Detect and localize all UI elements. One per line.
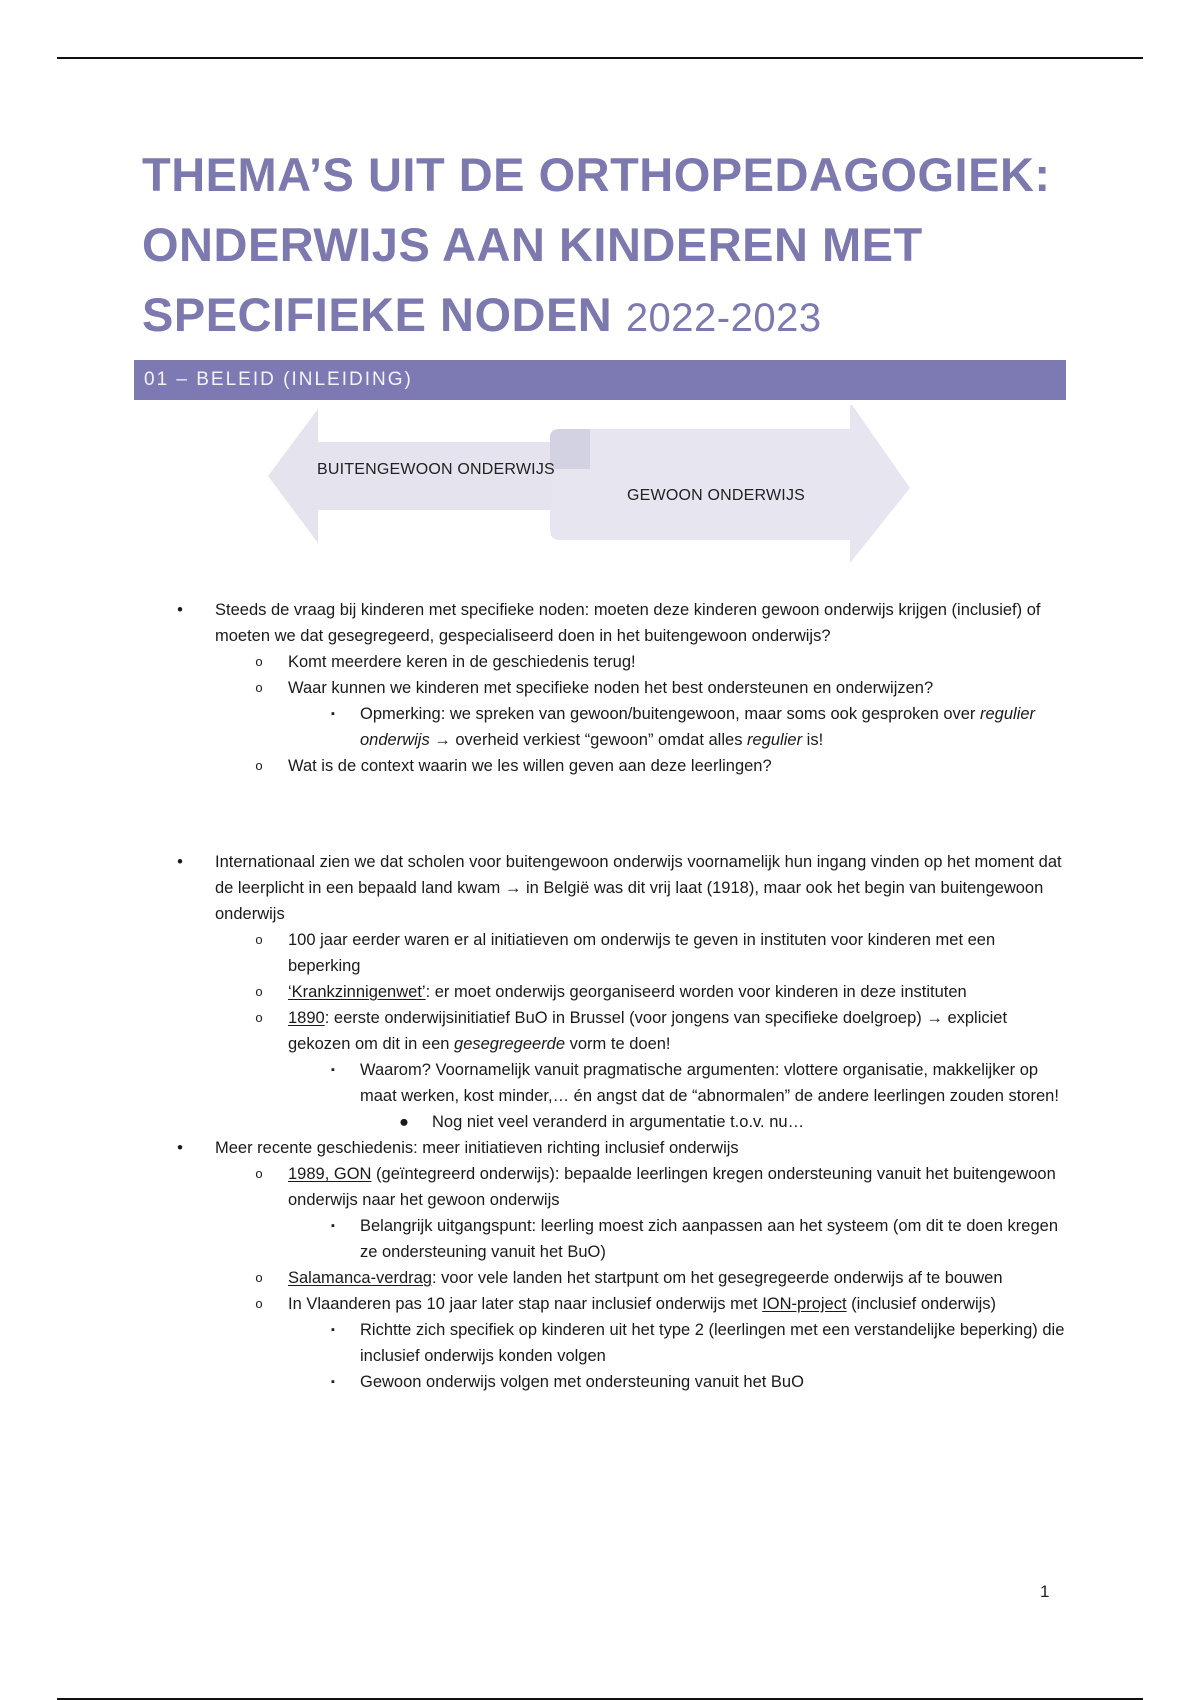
double-arrow-diagram — [260, 405, 940, 575]
list-item — [170, 1265, 1070, 1291]
arrow-right-icon: → — [926, 1009, 943, 1027]
list-item — [170, 849, 1070, 927]
title-line-1: THEMA’S UIT DE ORTHOPEDAGOGIEK: — [142, 148, 1051, 201]
list-item — [170, 649, 1070, 675]
list-item — [170, 597, 1070, 649]
list-item — [170, 1213, 1070, 1265]
item-text: In Vlaanderen pas 10 jaar later stap naar inclusief onderwijs met ION-project (inclusief onderwijs) — [288, 1295, 997, 1313]
item-text: Komt meerdere keren in de geschiedenis terug! — [288, 653, 636, 671]
arrow-right-icon: → — [504, 879, 522, 897]
item-text: Waar kunnen we kinderen met specifieke noden het best ondersteunen en onderwijzen? — [288, 679, 934, 697]
right-arrow-shape — [550, 405, 910, 563]
title-year: 2022-2023 — [625, 296, 822, 340]
spacer — [170, 779, 1070, 849]
item-text: Waarom? Voornamelijk vanuit pragmatische argumenten: vlottere organisatie, makkelijker op maat werken, kost minder,… én angst dat de “abnormalen” de andere leerlingen zouden storen! — [360, 1061, 1059, 1105]
circle-bullet-icon: o — [255, 1166, 263, 1181]
circle-bullet-icon: o — [255, 1296, 263, 1311]
label-gewoon-onderwijs: GEWOON ONDERWIJS — [627, 487, 806, 504]
item-text: 1989, GON (geïntegreerd onderwijs): bepaalde leerlingen kregen ondersteuning vanuit het buitengewoon onderwijs naar het gewoon onderwijs — [288, 1165, 1056, 1209]
arrow-fold-shape — [550, 429, 590, 469]
circle-bullet-icon: o — [255, 932, 263, 947]
list-item — [170, 1369, 1070, 1395]
item-text: Richtte zich specifiek op kinderen uit het type 2 (leerlingen met een verstandelijke beperking) die inclusief onderwijs konden volgen — [360, 1321, 1065, 1365]
list-item — [170, 1057, 1070, 1109]
circle-bullet-icon: o — [255, 1010, 263, 1025]
bullet-icon: • — [177, 1139, 183, 1157]
item-text: Belangrijk uitgangspunt: leerling moest zich aanpassen aan het systeem (om dit te doen kregen ze ondersteuning vanuit het BuO) — [360, 1217, 1058, 1261]
item-text: Wat is de context waarin we les willen geven aan deze leerlingen? — [288, 757, 772, 775]
body-content — [170, 597, 1070, 1395]
arrow-shapes — [260, 405, 940, 575]
dot-bullet-icon: ● — [399, 1113, 409, 1131]
circle-bullet-icon: o — [255, 758, 263, 773]
bullet-icon: • — [177, 601, 183, 619]
circle-bullet-icon: o — [255, 984, 263, 999]
list-item — [170, 1005, 1070, 1057]
page-number: 1 — [1040, 1582, 1050, 1601]
item-text: 1890: eerste onderwijsinitiatief BuO in Brussel (voor jongens van specifieke doelgroep) → expliciet gekozen om dit in een gesegregeerde vorm te doen! — [288, 1009, 1008, 1053]
item-text: Opmerking: we spreken van gewoon/buitengewoon, maar soms ook gesproken over regulier onderwijs → overheid verkiest “gewoon” omdat alles regulier is! — [360, 705, 1036, 749]
arrow-right-icon: → — [434, 731, 451, 749]
circle-bullet-icon: o — [255, 1270, 263, 1285]
header-rule — [57, 57, 1143, 59]
list-item — [170, 675, 1070, 701]
square-bullet-icon: ▪ — [331, 1324, 335, 1336]
underlined-term: Salamanca-verdrag — [288, 1269, 432, 1287]
bullet-icon: • — [177, 853, 183, 871]
item-text: Salamanca-verdrag: voor vele landen het startpunt om het gesegregeerde onderwijs af te bouwen — [288, 1269, 1003, 1287]
document-title — [142, 140, 1102, 353]
square-bullet-icon: ▪ — [331, 1064, 335, 1076]
list-item — [170, 1109, 1070, 1135]
item-text: Nog niet veel veranderd in argumentatie t.o.v. nu… — [432, 1113, 805, 1131]
title-line-3 — [142, 280, 1102, 353]
section-heading: 01 – BELEID (INLEIDING) — [134, 360, 1066, 400]
list-item — [170, 979, 1070, 1005]
list-item — [170, 927, 1070, 979]
list-item — [170, 1161, 1070, 1213]
underlined-term: 1989, GON — [288, 1165, 372, 1183]
underlined-term: ION-project — [762, 1295, 847, 1313]
list-item — [170, 1135, 1070, 1161]
list-item — [170, 1291, 1070, 1317]
square-bullet-icon: ▪ — [331, 1376, 335, 1388]
underlined-term: 1890 — [288, 1009, 325, 1027]
list-item — [170, 701, 1070, 753]
underlined-term: ‘Krankzinnigenwet’ — [288, 983, 426, 1001]
label-buitengewoon-onderwijs: BUITENGEWOON ONDERWIJS — [317, 461, 555, 478]
square-bullet-icon: ▪ — [331, 1220, 335, 1232]
title-line-2: ONDERWIJS AAN KINDEREN MET — [142, 218, 923, 271]
item-text: Gewoon onderwijs volgen met ondersteuning vanuit het BuO — [360, 1373, 804, 1391]
item-text: Steeds de vraag bij kinderen met specifieke noden: moeten deze kinderen gewoon onderwijs krijgen (inclusief) of moeten we dat gesegregeerd, gespecialiseerd doen in het buitengewoon onderwijs? — [215, 601, 1041, 645]
circle-bullet-icon: o — [255, 654, 263, 669]
circle-bullet-icon: o — [255, 680, 263, 695]
item-text: Meer recente geschiedenis: meer initiatieven richting inclusief onderwijs — [215, 1139, 739, 1157]
item-text: Internationaal zien we dat scholen voor buitengewoon onderwijs voornamelijk hun ingang vinden op het moment dat de leerplicht in een bepaald land kwam → in België was dit vrij laat (1918), maar ook het begin van buitengewoon onderwijs — [215, 853, 1062, 923]
list-item — [170, 1317, 1070, 1369]
item-text: 100 jaar eerder waren er al initiatieven om onderwijs te geven in instituten voor kinderen met een beperking — [288, 931, 996, 975]
item-text: ‘Krankzinnigenwet’: er moet onderwijs georganiseerd worden voor kinderen in deze instituten — [288, 983, 967, 1001]
title-line-3-text: SPECIFIEKE NODEN — [142, 288, 613, 341]
list-item — [170, 753, 1070, 779]
square-bullet-icon: ▪ — [331, 708, 335, 720]
